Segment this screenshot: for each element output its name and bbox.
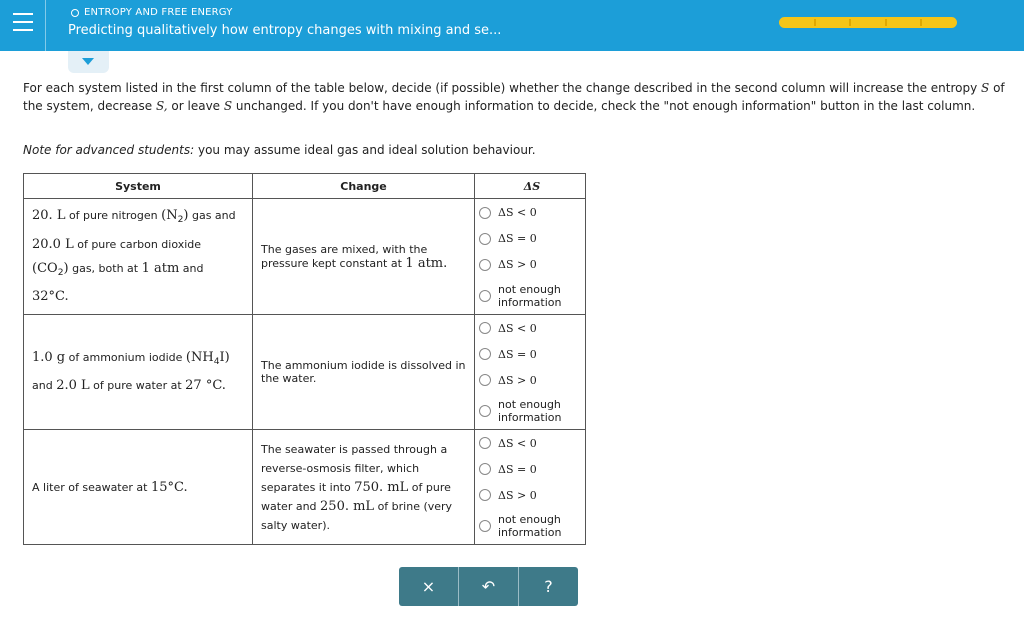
option-greater-than[interactable]: ΔS > 0	[479, 367, 585, 393]
entropy-table	[23, 173, 586, 545]
options-cell	[475, 199, 586, 315]
system-cell: 20. L of pure nitrogen $(N_2)$ gas and 20.0 L of pure carbon dioxide $(CO_2)$ gas, both at 1 atm and 32°C.	[24, 199, 253, 315]
option-less-than[interactable]: ΔS < 0	[479, 430, 585, 456]
option-not-enough-info[interactable]: not enough information	[479, 508, 585, 544]
radio-button[interactable]	[479, 322, 491, 334]
topic-text: ENTROPY AND FREE ENERGY	[84, 7, 233, 18]
menu-icon[interactable]	[13, 13, 33, 33]
progress-bar	[779, 17, 957, 28]
action-bar	[399, 567, 578, 606]
chevron-down-icon	[82, 58, 94, 65]
option-not-enough-info[interactable]: not enough information	[479, 393, 585, 429]
radio-button[interactable]	[479, 290, 491, 302]
header-delta-s: ΔS	[475, 174, 586, 199]
system-cell: A liter of seawater at 15°C.	[24, 430, 253, 545]
radio-button[interactable]	[479, 374, 491, 386]
change-cell: The gases are mixed, with the pressure kept constant at 1 atm.	[253, 199, 475, 315]
option-greater-than[interactable]: ΔS > 0	[479, 252, 585, 278]
radio-button[interactable]	[479, 520, 491, 532]
radio-button[interactable]	[479, 348, 491, 360]
topic-label	[71, 7, 233, 18]
option-greater-than[interactable]: ΔS > 0	[479, 482, 585, 508]
help-button[interactable]: ?	[519, 567, 578, 606]
note: Note for advanced students: you may assume ideal gas and ideal solution behaviour.	[23, 143, 536, 157]
header-change: Change	[253, 174, 475, 199]
option-equal[interactable]: ΔS = 0	[479, 226, 585, 252]
radio-button[interactable]	[479, 259, 491, 271]
radio-button[interactable]	[479, 207, 491, 219]
change-cell: The seawater is passed through a reverse-osmosis filter, which separates it into 750. mL of pure water and 250. mL of brine (very salty water).	[253, 430, 475, 545]
top-bar	[0, 0, 1024, 51]
option-equal[interactable]: ΔS = 0	[479, 341, 585, 367]
option-equal[interactable]: ΔS = 0	[479, 456, 585, 482]
radio-button[interactable]	[479, 489, 491, 501]
header-system: System	[24, 174, 253, 199]
radio-button[interactable]	[479, 233, 491, 245]
instructions: For each system listed in the first column of the table below, decide (if possible) whether the change described in the second column will increase the entropy S of the system, decrease S, or leave S unchanged. If you don't have enough information to decide, check the "not enough information" button in the last column.	[23, 81, 1005, 113]
radio-button[interactable]	[479, 405, 491, 417]
system-cell: 1.0 g of ammonium iodide $(NH_4I)$ and 2.0 L of pure water at 27 °C.	[24, 315, 253, 430]
radio-button[interactable]	[479, 463, 491, 475]
option-not-enough-info[interactable]: not enough information	[479, 278, 585, 314]
option-less-than[interactable]: ΔS < 0	[479, 200, 585, 226]
undo-button[interactable]: ↶	[459, 567, 519, 606]
page-title: Predicting qualitatively how entropy changes with mixing and se...	[68, 23, 502, 38]
collapse-tab[interactable]	[68, 51, 109, 73]
options-cell	[475, 315, 586, 430]
radio-button[interactable]	[479, 437, 491, 449]
options-cell	[475, 430, 586, 545]
divider	[45, 0, 46, 51]
change-cell: The ammonium iodide is dissolved in the water.	[253, 315, 475, 430]
option-less-than[interactable]: ΔS < 0	[479, 315, 585, 341]
circle-icon	[71, 9, 79, 17]
clear-button[interactable]: ×	[399, 567, 459, 606]
